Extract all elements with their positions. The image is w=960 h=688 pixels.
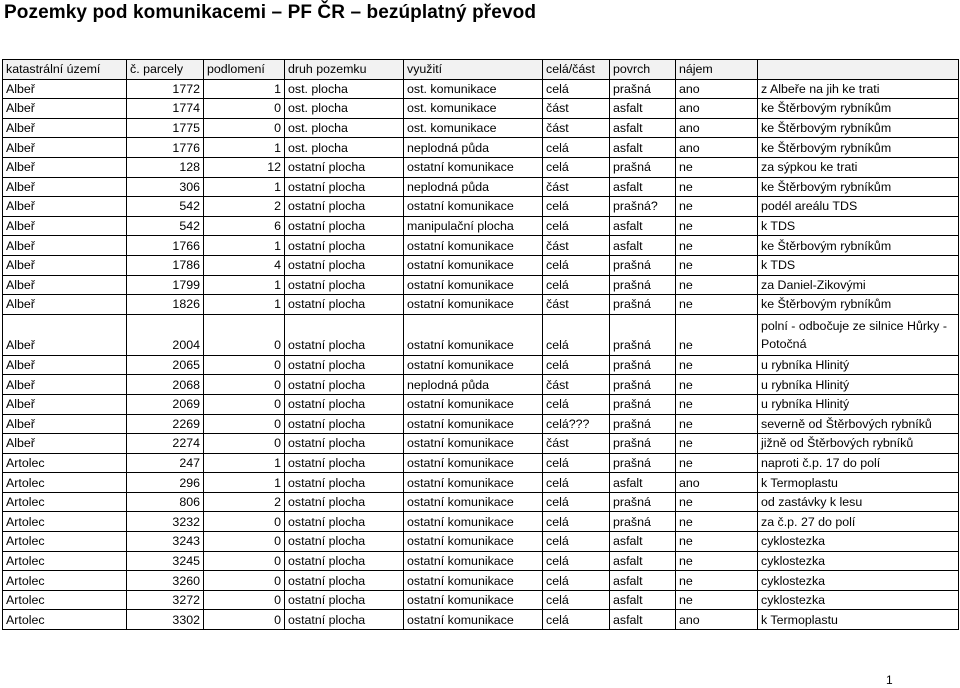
table-row [3, 177, 959, 197]
cell-cislo-parcely: 806 [127, 492, 204, 512]
cell-cislo-parcely: 3260 [127, 571, 204, 591]
cell-poznamka: cyklostezka [758, 551, 959, 571]
cell-druh-pozemku: ostatní plocha [285, 197, 404, 217]
cell-katastralni-uzemi: Albeř [3, 355, 127, 375]
cell-podlomeni: 0 [204, 99, 285, 119]
header-cell-povrch: povrch [610, 60, 676, 80]
cell-vyuziti: neplodná půda [404, 177, 543, 197]
table-row [3, 314, 959, 355]
cell-najem: ne [676, 275, 758, 295]
cell-podlomeni: 2 [204, 197, 285, 217]
cell-vyuziti: ostatní komunikace [404, 492, 543, 512]
cell-povrch: prašná [610, 492, 676, 512]
table-row [3, 275, 959, 295]
cell-vyuziti: ost. komunikace [404, 99, 543, 119]
cell-druh-pozemku: ostatní plocha [285, 157, 404, 177]
cell-poznamka: polní - odbočuje ze silnice Hůrky - Potočná [758, 314, 959, 355]
cell-druh-pozemku: ostatní plocha [285, 216, 404, 236]
cell-cislo-parcely: 306 [127, 177, 204, 197]
cell-cela-cast: celá [543, 275, 610, 295]
table-row [3, 571, 959, 591]
cell-druh-pozemku: ostatní plocha [285, 590, 404, 610]
cell-najem: ne [676, 197, 758, 217]
cell-poznamka: z Albeře na jih ke trati [758, 79, 959, 99]
cell-cela-cast: celá [543, 157, 610, 177]
header-cell-poznamka [758, 60, 959, 80]
cell-povrch: prašná? [610, 197, 676, 217]
cell-najem: ano [676, 79, 758, 99]
cell-podlomeni: 1 [204, 295, 285, 315]
cell-cislo-parcely: 3302 [127, 610, 204, 630]
table-row [3, 236, 959, 256]
table-row [3, 255, 959, 275]
cell-poznamka: naproti č.p. 17 do polí [758, 453, 959, 473]
cell-katastralni-uzemi: Artolec [3, 610, 127, 630]
cell-katastralni-uzemi: Albeř [3, 157, 127, 177]
cell-poznamka: cyklostezka [758, 532, 959, 552]
cell-poznamka: k TDS [758, 216, 959, 236]
cell-podlomeni: 0 [204, 551, 285, 571]
cell-druh-pozemku: ostatní plocha [285, 394, 404, 414]
cell-povrch: prašná [610, 512, 676, 532]
cell-cela-cast: celá [543, 138, 610, 158]
table-row [3, 590, 959, 610]
cell-najem: ano [676, 99, 758, 119]
cell-najem: ne [676, 375, 758, 395]
cell-povrch: asfalt [610, 118, 676, 138]
cell-podlomeni: 1 [204, 79, 285, 99]
cell-katastralni-uzemi: Albeř [3, 275, 127, 295]
cell-poznamka: od zastávky k lesu [758, 492, 959, 512]
cell-podlomeni: 1 [204, 236, 285, 256]
cell-vyuziti: ostatní komunikace [404, 610, 543, 630]
cell-katastralni-uzemi: Albeř [3, 375, 127, 395]
cell-katastralni-uzemi: Albeř [3, 138, 127, 158]
cell-vyuziti: ostatní komunikace [404, 295, 543, 315]
cell-povrch: asfalt [610, 571, 676, 591]
cell-cislo-parcely: 1799 [127, 275, 204, 295]
cell-povrch: asfalt [610, 216, 676, 236]
cell-povrch: asfalt [610, 473, 676, 493]
cell-vyuziti: ostatní komunikace [404, 453, 543, 473]
cell-katastralni-uzemi: Albeř [3, 414, 127, 434]
cell-cislo-parcely: 1774 [127, 99, 204, 119]
cell-vyuziti: ostatní komunikace [404, 197, 543, 217]
cell-katastralni-uzemi: Artolec [3, 473, 127, 493]
cell-cislo-parcely: 3243 [127, 532, 204, 552]
cell-cela-cast: celá [543, 255, 610, 275]
cell-druh-pozemku: ostatní plocha [285, 551, 404, 571]
cell-katastralni-uzemi: Albeř [3, 314, 127, 355]
cell-katastralni-uzemi: Albeř [3, 79, 127, 99]
cell-vyuziti: ostatní komunikace [404, 236, 543, 256]
cell-najem: ne [676, 255, 758, 275]
header-cell-najem: nájem [676, 60, 758, 80]
cell-poznamka: za Daniel-Zikovými [758, 275, 959, 295]
cell-najem: ne [676, 216, 758, 236]
cell-povrch: asfalt [610, 610, 676, 630]
cell-druh-pozemku: ostatní plocha [285, 314, 404, 355]
cell-cela-cast: celá [543, 473, 610, 493]
header-cell-cislo-parcely: č. parcely [127, 60, 204, 80]
cell-povrch: prašná [610, 314, 676, 355]
cell-povrch: asfalt [610, 236, 676, 256]
cell-najem: ano [676, 473, 758, 493]
cell-druh-pozemku: ostatní plocha [285, 275, 404, 295]
table-row [3, 295, 959, 315]
cell-katastralni-uzemi: Albeř [3, 197, 127, 217]
cell-vyuziti: ostatní komunikace [404, 571, 543, 591]
table-row [3, 512, 959, 532]
cell-najem: ne [676, 551, 758, 571]
cell-vyuziti: ost. komunikace [404, 118, 543, 138]
cell-druh-pozemku: ost. plocha [285, 79, 404, 99]
cell-druh-pozemku: ostatní plocha [285, 473, 404, 493]
cell-cislo-parcely: 1826 [127, 295, 204, 315]
cell-povrch: asfalt [610, 590, 676, 610]
cell-podlomeni: 12 [204, 157, 285, 177]
cell-druh-pozemku: ostatní plocha [285, 236, 404, 256]
cell-cislo-parcely: 3232 [127, 512, 204, 532]
cell-cela-cast: celá [543, 314, 610, 355]
table-row [3, 118, 959, 138]
header-cell-vyuziti: využití [404, 60, 543, 80]
cell-poznamka: k Termoplastu [758, 610, 959, 630]
header-cell-cela-cast: celá/část [543, 60, 610, 80]
table-row [3, 355, 959, 375]
cell-poznamka: ke Štěrbovým rybníkům [758, 138, 959, 158]
cell-poznamka: ke Štěrbovým rybníkům [758, 295, 959, 315]
cell-katastralni-uzemi: Albeř [3, 177, 127, 197]
cell-vyuziti: ostatní komunikace [404, 473, 543, 493]
cell-katastralni-uzemi: Albeř [3, 236, 127, 256]
cell-cislo-parcely: 2065 [127, 355, 204, 375]
cell-katastralni-uzemi: Albeř [3, 118, 127, 138]
cell-podlomeni: 1 [204, 138, 285, 158]
cell-druh-pozemku: ostatní plocha [285, 434, 404, 454]
parcels-table [2, 59, 959, 630]
cell-druh-pozemku: ostatní plocha [285, 453, 404, 473]
cell-katastralni-uzemi: Albeř [3, 99, 127, 119]
cell-vyuziti: neplodná půda [404, 138, 543, 158]
cell-povrch: prašná [610, 453, 676, 473]
cell-cela-cast: celá [543, 453, 610, 473]
table-row [3, 375, 959, 395]
cell-podlomeni: 0 [204, 590, 285, 610]
cell-druh-pozemku: ostatní plocha [285, 355, 404, 375]
cell-poznamka: ke Štěrbovým rybníkům [758, 99, 959, 119]
cell-poznamka: u rybníka Hlinitý [758, 375, 959, 395]
cell-poznamka: k TDS [758, 255, 959, 275]
cell-poznamka: ke Štěrbovým rybníkům [758, 118, 959, 138]
cell-cislo-parcely: 2274 [127, 434, 204, 454]
cell-druh-pozemku: ostatní plocha [285, 295, 404, 315]
cell-vyuziti: ostatní komunikace [404, 157, 543, 177]
cell-cela-cast: část [543, 177, 610, 197]
cell-cislo-parcely: 2004 [127, 314, 204, 355]
page-title: Pozemky pod komunikacemi – PF ČR – bezúplatný převod [4, 2, 537, 23]
cell-najem: ne [676, 236, 758, 256]
header-cell-podlomeni: podlomení [204, 60, 285, 80]
cell-cislo-parcely: 3245 [127, 551, 204, 571]
cell-cislo-parcely: 542 [127, 197, 204, 217]
cell-cela-cast: celá [543, 79, 610, 99]
cell-vyuziti: neplodná půda [404, 375, 543, 395]
table-row [3, 492, 959, 512]
cell-podlomeni: 1 [204, 453, 285, 473]
cell-najem: ne [676, 492, 758, 512]
cell-vyuziti: ostatní komunikace [404, 355, 543, 375]
cell-najem: ano [676, 118, 758, 138]
table-row [3, 157, 959, 177]
cell-katastralni-uzemi: Artolec [3, 590, 127, 610]
cell-cela-cast: celá [543, 512, 610, 532]
table-row [3, 532, 959, 552]
cell-najem: ne [676, 295, 758, 315]
cell-cela-cast: část [543, 434, 610, 454]
cell-druh-pozemku: ostatní plocha [285, 255, 404, 275]
cell-vyuziti: ostatní komunikace [404, 551, 543, 571]
cell-druh-pozemku: ostatní plocha [285, 571, 404, 591]
cell-najem: ano [676, 610, 758, 630]
cell-povrch: asfalt [610, 551, 676, 571]
cell-druh-pozemku: ost. plocha [285, 118, 404, 138]
cell-katastralni-uzemi: Albeř [3, 394, 127, 414]
cell-druh-pozemku: ostatní plocha [285, 375, 404, 395]
cell-poznamka: k Termoplastu [758, 473, 959, 493]
cell-katastralni-uzemi: Artolec [3, 571, 127, 591]
cell-povrch: prašná [610, 275, 676, 295]
cell-podlomeni: 0 [204, 375, 285, 395]
cell-podlomeni: 1 [204, 177, 285, 197]
cell-poznamka: ke Štěrbovým rybníkům [758, 236, 959, 256]
cell-katastralni-uzemi: Artolec [3, 492, 127, 512]
cell-najem: ne [676, 394, 758, 414]
cell-podlomeni: 0 [204, 512, 285, 532]
table-row [3, 551, 959, 571]
cell-povrch: prašná [610, 375, 676, 395]
cell-cela-cast: celá [543, 492, 610, 512]
cell-cela-cast: celá [543, 551, 610, 571]
cell-povrch: asfalt [610, 177, 676, 197]
cell-druh-pozemku: ostatní plocha [285, 512, 404, 532]
cell-cislo-parcely: 296 [127, 473, 204, 493]
cell-poznamka: za č.p. 27 do polí [758, 512, 959, 532]
cell-najem: ne [676, 157, 758, 177]
table-row [3, 453, 959, 473]
cell-podlomeni: 1 [204, 275, 285, 295]
cell-povrch: prašná [610, 157, 676, 177]
header-cell-katastralni-uzemi: katastrální území [3, 60, 127, 80]
cell-cislo-parcely: 3272 [127, 590, 204, 610]
header-cell-druh-pozemku: druh pozemku [285, 60, 404, 80]
cell-cislo-parcely: 1766 [127, 236, 204, 256]
cell-povrch: prašná [610, 295, 676, 315]
cell-katastralni-uzemi: Artolec [3, 532, 127, 552]
cell-cela-cast: část [543, 295, 610, 315]
table-header-row [3, 60, 959, 80]
cell-vyuziti: ostatní komunikace [404, 434, 543, 454]
cell-podlomeni: 0 [204, 355, 285, 375]
cell-vyuziti: ostatní komunikace [404, 394, 543, 414]
cell-povrch: prašná [610, 434, 676, 454]
cell-najem: ne [676, 532, 758, 552]
cell-poznamka: u rybníka Hlinitý [758, 394, 959, 414]
cell-cislo-parcely: 2068 [127, 375, 204, 395]
table-row [3, 414, 959, 434]
table-row [3, 79, 959, 99]
cell-podlomeni: 0 [204, 532, 285, 552]
cell-druh-pozemku: ostatní plocha [285, 532, 404, 552]
cell-cela-cast: celá [543, 610, 610, 630]
cell-povrch: prašná [610, 79, 676, 99]
cell-podlomeni: 1 [204, 473, 285, 493]
cell-cela-cast: část [543, 99, 610, 119]
cell-najem: ne [676, 512, 758, 532]
cell-podlomeni: 0 [204, 118, 285, 138]
cell-cela-cast: celá??? [543, 414, 610, 434]
cell-poznamka: u rybníka Hlinitý [758, 355, 959, 375]
cell-katastralni-uzemi: Artolec [3, 551, 127, 571]
cell-povrch: prašná [610, 394, 676, 414]
cell-cela-cast: část [543, 118, 610, 138]
cell-cela-cast: celá [543, 590, 610, 610]
cell-druh-pozemku: ostatní plocha [285, 414, 404, 434]
cell-cela-cast: celá [543, 216, 610, 236]
cell-cislo-parcely: 2269 [127, 414, 204, 434]
cell-najem: ne [676, 571, 758, 591]
cell-poznamka: podél areálu TDS [758, 197, 959, 217]
table-row [3, 473, 959, 493]
cell-vyuziti: manipulační plocha [404, 216, 543, 236]
table-row [3, 216, 959, 236]
cell-vyuziti: ostatní komunikace [404, 314, 543, 355]
cell-vyuziti: ostatní komunikace [404, 414, 543, 434]
cell-povrch: prašná [610, 414, 676, 434]
cell-cela-cast: celá [543, 197, 610, 217]
cell-cislo-parcely: 1776 [127, 138, 204, 158]
cell-cislo-parcely: 247 [127, 453, 204, 473]
cell-podlomeni: 6 [204, 216, 285, 236]
table-row [3, 99, 959, 119]
cell-najem: ne [676, 177, 758, 197]
cell-poznamka: cyklostezka [758, 571, 959, 591]
cell-podlomeni: 0 [204, 571, 285, 591]
cell-podlomeni: 4 [204, 255, 285, 275]
cell-cela-cast: celá [543, 532, 610, 552]
table-row [3, 610, 959, 630]
cell-povrch: asfalt [610, 532, 676, 552]
cell-podlomeni: 2 [204, 492, 285, 512]
cell-katastralni-uzemi: Albeř [3, 255, 127, 275]
cell-cislo-parcely: 2069 [127, 394, 204, 414]
table-row [3, 138, 959, 158]
cell-vyuziti: ostatní komunikace [404, 512, 543, 532]
cell-najem: ne [676, 414, 758, 434]
cell-najem: ne [676, 434, 758, 454]
cell-cela-cast: část [543, 375, 610, 395]
table-row [3, 197, 959, 217]
cell-povrch: asfalt [610, 138, 676, 158]
cell-katastralni-uzemi: Artolec [3, 512, 127, 532]
cell-cela-cast: celá [543, 571, 610, 591]
cell-cela-cast: celá [543, 355, 610, 375]
cell-najem: ne [676, 314, 758, 355]
cell-katastralni-uzemi: Artolec [3, 453, 127, 473]
cell-podlomeni: 0 [204, 414, 285, 434]
cell-vyuziti: ost. komunikace [404, 79, 543, 99]
cell-cislo-parcely: 1772 [127, 79, 204, 99]
cell-druh-pozemku: ostatní plocha [285, 610, 404, 630]
cell-cela-cast: celá [543, 394, 610, 414]
cell-poznamka: cyklostezka [758, 590, 959, 610]
cell-cislo-parcely: 1786 [127, 255, 204, 275]
cell-najem: ne [676, 590, 758, 610]
cell-druh-pozemku: ost. plocha [285, 138, 404, 158]
cell-povrch: prašná [610, 355, 676, 375]
cell-katastralni-uzemi: Albeř [3, 216, 127, 236]
cell-katastralni-uzemi: Albeř [3, 434, 127, 454]
cell-najem: ano [676, 138, 758, 158]
cell-podlomeni: 0 [204, 314, 285, 355]
cell-vyuziti: ostatní komunikace [404, 532, 543, 552]
cell-povrch: asfalt [610, 99, 676, 119]
cell-druh-pozemku: ostatní plocha [285, 177, 404, 197]
cell-druh-pozemku: ostatní plocha [285, 492, 404, 512]
cell-cela-cast: část [543, 236, 610, 256]
cell-poznamka: severně od Štěrbových rybníků [758, 414, 959, 434]
cell-katastralni-uzemi: Albeř [3, 295, 127, 315]
cell-podlomeni: 0 [204, 434, 285, 454]
cell-podlomeni: 0 [204, 394, 285, 414]
cell-poznamka: za sýpkou ke trati [758, 157, 959, 177]
table-row [3, 394, 959, 414]
page-number: 1 [886, 673, 893, 687]
cell-najem: ne [676, 453, 758, 473]
cell-vyuziti: ostatní komunikace [404, 275, 543, 295]
cell-druh-pozemku: ost. plocha [285, 99, 404, 119]
cell-vyuziti: ostatní komunikace [404, 590, 543, 610]
cell-vyuziti: ostatní komunikace [404, 255, 543, 275]
cell-cislo-parcely: 128 [127, 157, 204, 177]
cell-poznamka: jižně od Štěrbových rybníků [758, 434, 959, 454]
cell-cislo-parcely: 1775 [127, 118, 204, 138]
cell-cislo-parcely: 542 [127, 216, 204, 236]
table-body [3, 60, 959, 630]
cell-poznamka: ke Štěrbovým rybníkům [758, 177, 959, 197]
cell-najem: ne [676, 355, 758, 375]
table-row [3, 434, 959, 454]
cell-povrch: prašná [610, 255, 676, 275]
cell-podlomeni: 0 [204, 610, 285, 630]
